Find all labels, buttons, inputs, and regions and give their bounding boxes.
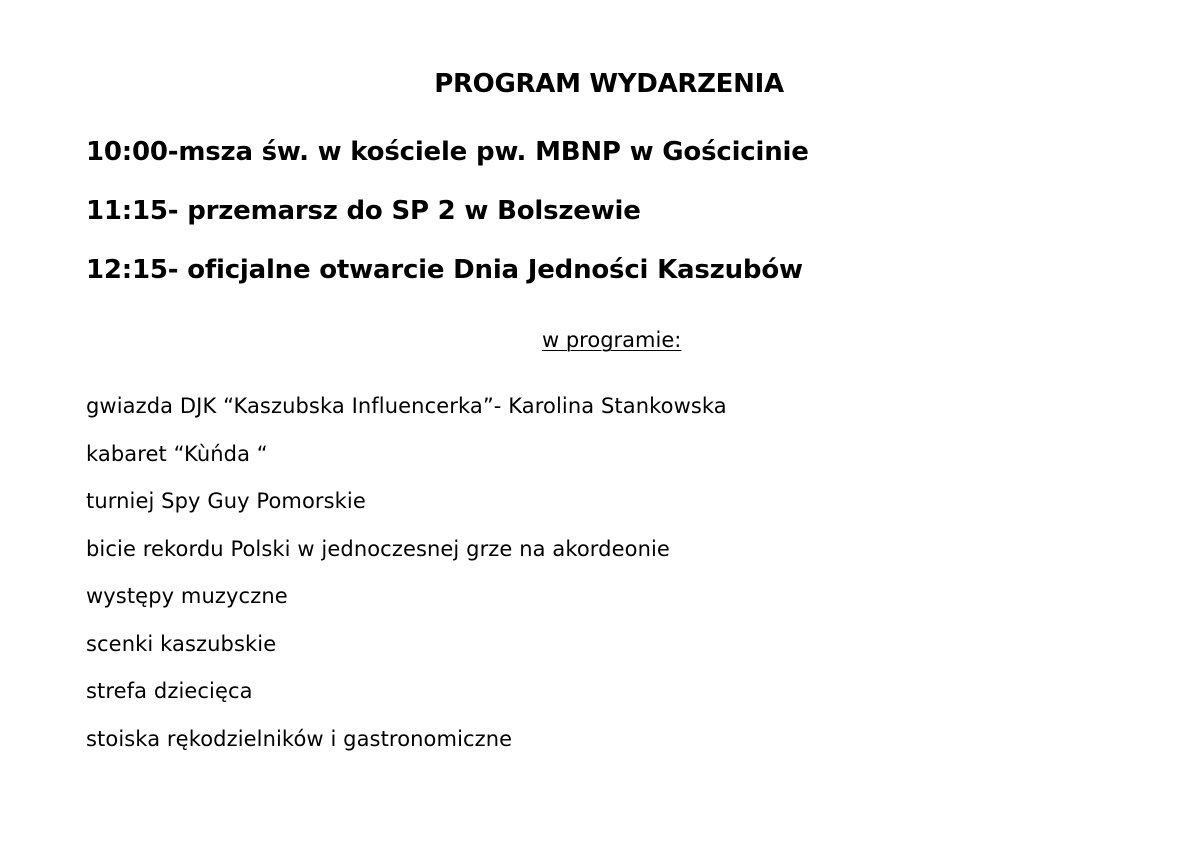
program-item: strefa dziecięca xyxy=(86,679,253,703)
program-list xyxy=(86,388,727,768)
program-item: występy muzyczne xyxy=(86,584,288,608)
program-heading: w programie: xyxy=(542,328,682,352)
schedule-list xyxy=(86,132,809,309)
program-item: stoiska rękodzielników i gastronomiczne xyxy=(86,726,513,751)
schedule-item: 11:15- przemarsz do SP 2 w Bolszewie xyxy=(86,196,641,226)
program-item: scenki kaszubskie xyxy=(86,631,277,656)
schedule-item: 10:00-msza św. w kościele pw. MBNP w Gościcinie xyxy=(86,137,809,167)
program-item: kabaret “Kùńda “ xyxy=(86,441,268,466)
program-item: bicie rekordu Polski w jednoczesnej grze na akordeonie xyxy=(86,536,670,561)
schedule-item: 12:15- oficjalne otwarcie Dnia Jedności Kaszubów xyxy=(86,255,803,285)
program-item: gwiazda DJK “Kaszubska Influencerka”- Karolina Stankowska xyxy=(86,394,727,418)
program-item: turniej Spy Guy Pomorskie xyxy=(86,489,366,513)
page-title: PROGRAM WYDARZENIA xyxy=(434,69,784,99)
